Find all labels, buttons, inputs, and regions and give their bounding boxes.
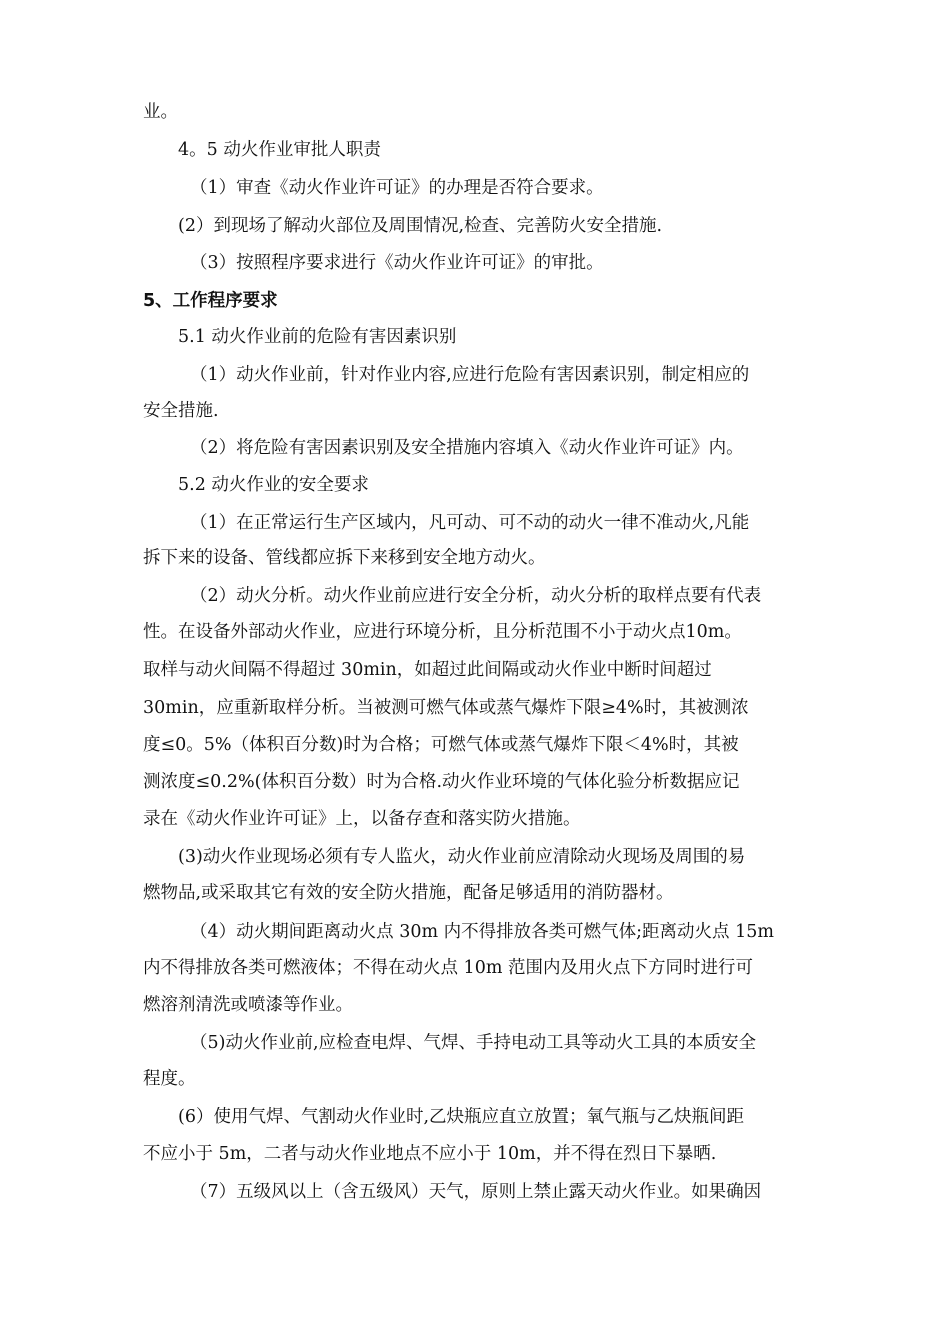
subsection-heading: 5.2 动火作业的安全要求 [178, 475, 369, 495]
text-line: （7）五级风以上（含五级风）天气，原则上禁止露天动火作业。如果确因 [190, 1182, 762, 1202]
section-heading: 5、工作程序要求 [143, 291, 278, 311]
text-line: 燃物品,或采取其它有效的安全防火措施，配备足够适用的消防器材。 [143, 883, 674, 903]
text-line: 性。在设备外部动火作业，应进行环境分析，且分析范围不小于动火点10m。 [143, 622, 742, 642]
text-line: (2）到现场了解动火部位及周围情况,检查、完善防火安全措施. [178, 216, 663, 236]
text-line: （3）按照程序要求进行《动火作业许可证》的审批。 [190, 253, 604, 273]
text-line: （1）审查《动火作业许可证》的办理是否符合要求。 [190, 178, 604, 198]
text-line: （5)动火作业前,应检查电焊、气焊、手持电动工具等动火工具的本质安全 [190, 1033, 757, 1053]
text-line: （1）在正常运行生产区域内，凡可动、可不动的动火一律不准动火,凡能 [190, 513, 750, 533]
text-line: （2）动火分析。动火作业前应进行安全分析，动火分析的取样点要有代表 [190, 586, 762, 606]
text-line: (3)动火作业现场必须有专人监火，动火作业前应清除动火现场及周围的易 [178, 847, 746, 867]
text-line: 安全措施. [143, 401, 219, 421]
text-line: 业。 [143, 102, 178, 122]
text-line: 录在《动火作业许可证》上，以备存查和落实防火措施。 [143, 809, 581, 829]
subsection-heading: 5.1 动火作业前的危险有害因素识别 [178, 327, 457, 347]
subsection-heading: 4。5 动火作业审批人职责 [178, 140, 381, 160]
text-line: 取样与动火间隔不得超过 30min，如超过此间隔或动火作业中断时间超过 [143, 660, 712, 680]
text-line: 拆下来的设备、管线都应拆下来移到安全地方动火。 [143, 548, 546, 568]
text-line: 燃溶剂清洗或喷漆等作业。 [143, 995, 353, 1015]
text-line: （4）动火期间距离动火点 30m 内不得排放各类可燃气体;距离动火点 15m [190, 922, 774, 942]
text-line: 内不得排放各类可燃液体；不得在动火点 10m 范围内及用火点下方同时进行可 [143, 958, 753, 978]
text-line: （1）动火作业前，针对作业内容,应进行危险有害因素识别，制定相应的 [190, 365, 750, 385]
text-line: (6）使用气焊、气割动火作业时,乙炔瓶应直立放置；氧气瓶与乙炔瓶间距 [178, 1107, 745, 1127]
text-line: （2）将危险有害因素识别及安全措施内容填入《动火作业许可证》内。 [190, 438, 744, 458]
text-line: 测浓度≤0.2%(体积百分数）时为合格.动火作业环境的气体化验分析数据应记 [143, 772, 740, 792]
text-line: 不应小于 5m，二者与动火作业地点不应小于 10m，并不得在烈日下暴晒. [143, 1144, 717, 1164]
text-line: 度≤0。5%（体积百分数)时为合格；可燃气体或蒸气爆炸下限＜4%时，其被 [143, 735, 739, 755]
text-line: 30min，应重新取样分析。当被测可燃气体或蒸气爆炸下限≥4%时，其被测浓 [143, 698, 749, 718]
text-line: 程度。 [143, 1069, 196, 1089]
